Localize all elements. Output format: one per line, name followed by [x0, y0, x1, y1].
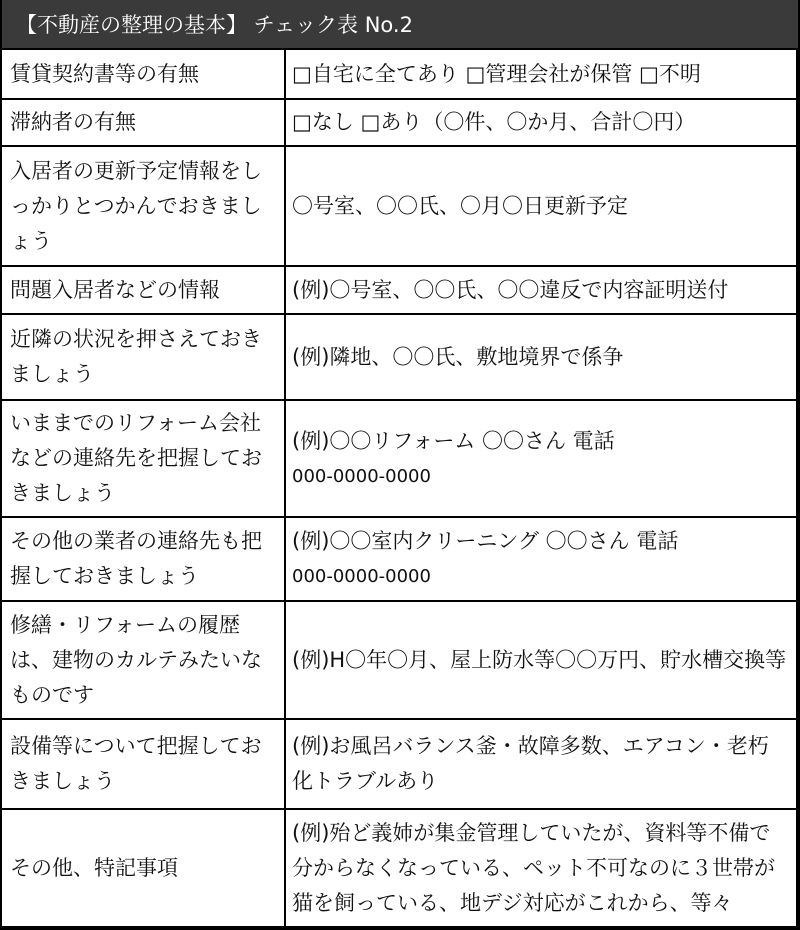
row-value: [285, 400, 797, 517]
table-row: [1, 99, 797, 146]
row-label: 設備等について把握しておきましょう: [1, 719, 285, 809]
table-row: [1, 809, 797, 927]
row-label: その他、特記事項: [1, 809, 285, 927]
table-row: [1, 266, 797, 314]
row-label: いままでのリフォーム会社などの連絡先を把握しておきましょう: [1, 400, 285, 517]
page-title: 【不動産の整理の基本】 チェック表 No.2: [0, 0, 798, 48]
table-row: [1, 719, 797, 809]
row-label: 入居者の更新予定情報をしっかりとつかんでおきましょう: [1, 146, 285, 266]
table-row: [1, 314, 797, 400]
row-value: (例)H〇年〇月、屋上防水等〇〇万円、貯水槽交換等: [285, 601, 797, 719]
row-label: その他の業者の連絡先も把握しておきましょう: [1, 517, 285, 601]
table-row: [1, 601, 797, 719]
row-label: 賃貸契約書等の有無: [1, 49, 285, 99]
table-row: [1, 517, 797, 601]
row-value-line: (例)〇〇室内クリーニング 〇〇さん 電話: [292, 529, 679, 553]
row-label: 修繕・リフォームの履歴は、建物のカルテみたいなものです: [1, 601, 285, 719]
row-value: 〇号室、〇〇氏、〇月〇日更新予定: [285, 146, 797, 266]
row-value: (例)お風呂バランス釜・故障多数、エアコン・老朽化トラブルあり: [285, 719, 797, 809]
table-row: [1, 146, 797, 266]
row-label: 滞納者の有無: [1, 99, 285, 146]
checklist-table: [0, 48, 798, 928]
row-value: [285, 517, 797, 601]
table-row: [1, 400, 797, 517]
row-value: □なし □あり（〇件、〇か月、合計〇円）: [285, 99, 797, 146]
row-value-line: (例)〇〇リフォーム 〇〇さん 電話: [292, 428, 615, 453]
row-label: 近隣の状況を押さえておきましょう: [1, 314, 285, 400]
table-row: [1, 49, 797, 99]
phone-number: 000-0000-0000: [292, 566, 431, 587]
row-value: (例)〇号室、〇〇氏、〇〇違反で内容証明送付: [285, 266, 797, 314]
row-label: 問題入居者などの情報: [1, 266, 285, 314]
row-value: (例)隣地、〇〇氏、敷地境界で係争: [285, 314, 797, 400]
row-value: (例)殆ど義姉が集金管理していたが、資料等不備で分からなくなっている、ペット不可なのに３世帯が猫を飼っている、地デジ対応がこれから、等々: [285, 809, 797, 927]
phone-number: 000-0000-0000: [292, 465, 431, 487]
row-value: □自宅に全てあり □管理会社が保管 □不明: [285, 49, 797, 99]
